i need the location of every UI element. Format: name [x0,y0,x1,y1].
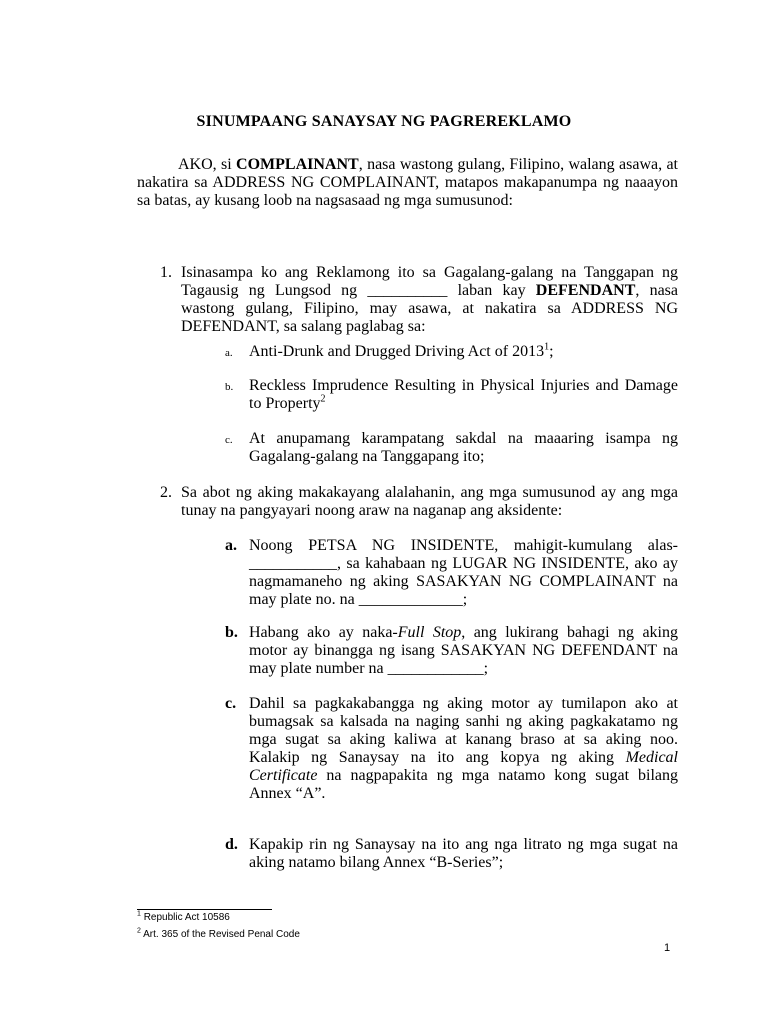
item-2a-text: Noong PETSA NG INSIDENTE, mahigit-kumulang alas-___________, sa kahabaan ng LUGAR NG INSIDENTE, ako ay nagmamaneho ng aking SASAKYAN NG COMPLAINANT na may plate no. na _____________; [249,537,678,608]
item-1b-letter: b. [225,381,234,393]
item-1a-end: ; [549,343,554,360]
item-1c [225,430,678,466]
item-1a [225,343,678,361]
page-number: 1 [664,942,671,954]
item-2c-text-start: Dahil sa pagkakabangga ng aking motor ay tumilapon ako at bumagsak sa kalsada na naging sanhi ng aking pagkakatamo ng mga sugat sa aking kaliwa at kanang braso at sa aking noo. Kalakip ng Sanaysay na ito ang kopya ng aking [249,695,678,766]
footnote-separator [137,909,272,910]
item-2c-letter: c. [225,695,237,712]
complainant-name: COMPLAINANT [236,156,359,173]
item-1b-text [249,377,678,413]
intro-paragraph [137,156,678,210]
item-1c-text: At anupamang karampatang sakdal na maaaring isampa ng Gagalang-galang na Tanggapang ito; [249,430,678,465]
item-1b-body: Reckless Imprudence Resulting in Physical Injuries and Damage to Property [249,377,678,412]
footnote-1-text: Republic Act 10586 [143,912,230,923]
intro-text-rest: , nasa wastong gulang, Filipino, walang asawa, at nakatira sa ADDRESS NG COMPLAINANT, matapos makapanumpa ng naaayon sa batas, ay kusang loob na nagsasaad ng mga sumusunod: [137,156,678,209]
footnote-2-number: 2 [137,927,141,935]
footnote-2 [137,929,300,941]
intro-text-start: AKO, si [178,156,237,173]
item-2d-letter: d. [225,836,238,853]
footnote-ref-1: 1 [544,341,550,353]
item-2c-text [249,695,678,803]
document-title: SINUMPAANG SANAYSAY NG PAGREREKLAMO [196,113,572,130]
item-2 [160,484,678,520]
item-2b-text [249,624,678,678]
item-2-text: Sa abot ng aking makakayang alalahanin, ang mga sumusunod ay ang mga tunay na pangyayari noong araw na naganap ang aksidente: [181,484,678,519]
item-2d-text: Kapakip rin ng Sanaysay na ito ang nga litrato ng mga sugat na aking natamo bilang Annex “B-Series”; [249,836,678,871]
footnote-1 [137,912,230,924]
full-stop-term: Full Stop [397,624,462,641]
item-2c-text-rest: na nagpapakita ng mga natamo kong sugat bilang Annex “A”. [249,767,678,802]
item-1b [225,377,678,413]
item-2c [225,695,678,803]
item-1-number: 1. [160,264,172,281]
item-1 [160,264,678,336]
item-1a-letter: a. [225,347,233,359]
item-1a-text [249,343,678,361]
item-2b [225,624,678,678]
item-1-text [181,264,678,336]
item-2-number: 2. [160,484,172,501]
medical-certificate-term: Medical Certificate [249,749,678,784]
item-1c-letter: c. [225,434,233,446]
defendant-name: DEFENDANT [535,282,636,299]
item-2b-text-rest: , ang lukirang bahagi ng aking motor ay binangga ng isang SASAKYAN NG DEFENDANT na may plate number na ____________; [249,624,678,677]
footnote-1-number: 1 [137,910,141,918]
item-1a-body: Anti-Drunk and Drugged Driving Act of 2013 [249,343,545,360]
item-1-text-start: Isinasampa ko ang Reklamong ito sa Gagalang-galang na Tanggapan ng Tagausig ng Lungsod ng __________ laban kay [181,264,678,299]
item-2b-letter: b. [225,624,238,641]
item-2a [225,537,678,609]
footnote-ref-2: 2 [320,393,326,405]
item-2d [225,836,678,872]
item-2a-letter: a. [225,537,237,554]
item-2b-text-start: Habang ako ay naka- [249,624,398,641]
item-1-text-rest: , nasa wastong gulang, Filipino, may asawa, at nakatira sa ADDRESS NG DEFENDANT, sa salang paglabag sa: [181,282,679,335]
footnote-2-text: Art. 365 of the Revised Penal Code [143,929,300,940]
